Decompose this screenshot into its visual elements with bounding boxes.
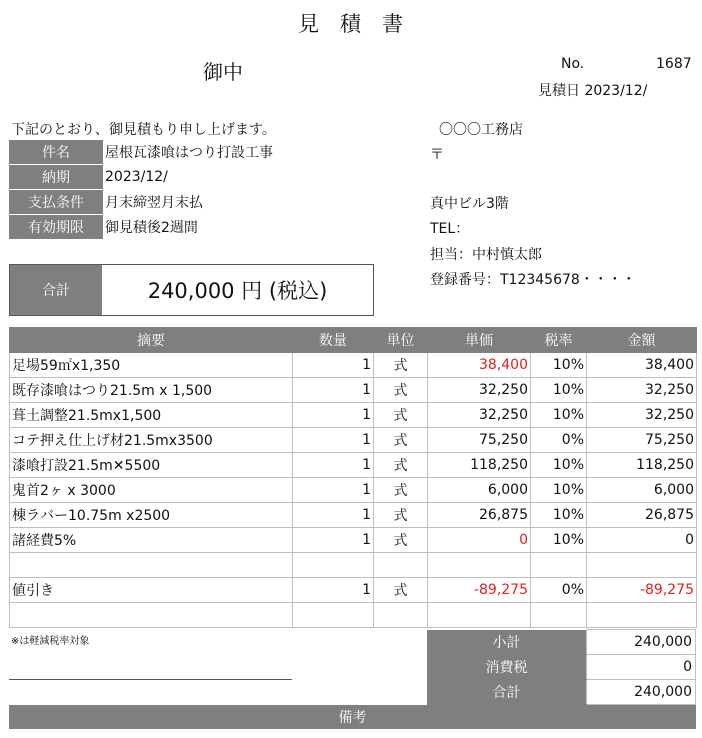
cell-amount: 32,250: [587, 378, 697, 403]
cell-amount: 6,000: [587, 478, 697, 503]
cell-tax-rate: [531, 553, 587, 578]
company-address: 真中ビル3階: [430, 196, 509, 212]
table-row: [10, 528, 697, 553]
cell-quantity: 1: [293, 378, 374, 403]
info-value: 御見積後2週間: [105, 220, 198, 236]
cell-quantity: [293, 603, 374, 628]
cell-quantity: 1: [293, 453, 374, 478]
cell-quantity: [293, 553, 374, 578]
signature-line: [9, 679, 292, 680]
cell-unit: 式: [374, 378, 428, 403]
doc-number-label: No.: [561, 56, 585, 72]
line-items-table: [9, 327, 697, 628]
cell-quantity: 1: [293, 428, 374, 453]
registration-number: 登録番号：T12345678・・・・: [430, 272, 636, 288]
info-row: [9, 190, 273, 215]
summary-row: [427, 655, 696, 680]
info-value: 月末締翌月末払: [105, 195, 203, 211]
table-row: [10, 553, 697, 578]
cell-tax-rate: 10%: [531, 353, 587, 378]
cell-tax-rate: 0%: [531, 428, 587, 453]
cell-unit: 式: [374, 428, 428, 453]
cell-unit: [374, 603, 428, 628]
cell-amount: [587, 553, 697, 578]
cell-unit-price: 118,250: [428, 453, 531, 478]
cell-unit: 式: [374, 353, 428, 378]
cell-tax-rate: 10%: [531, 403, 587, 428]
cell-unit-price: 32,250: [428, 378, 531, 403]
cell-amount: 38,400: [587, 353, 697, 378]
summary-label: 小計: [427, 630, 587, 655]
reduced-tax-note: ※は軽減税率対象: [11, 636, 90, 647]
column-header-tax-rate: 税率: [531, 328, 587, 353]
cell-unit-price: -89,275: [428, 578, 531, 603]
cell-amount: 75,250: [587, 428, 697, 453]
summary-value: 240,000: [587, 630, 696, 655]
cell-amount: 0: [587, 528, 697, 553]
total-label: 合計: [10, 265, 102, 315]
info-label: 納期: [9, 165, 103, 190]
column-header-quantity: 数量: [293, 328, 374, 353]
cell-quantity: 1: [293, 503, 374, 528]
info-row: [9, 215, 273, 240]
cell-description: 足場59㎡x1,350: [10, 353, 293, 378]
cell-unit-price: 38,400: [428, 353, 531, 378]
table-row: [10, 603, 697, 628]
cell-description: 既存漆喰はつり21.5m x 1,500: [10, 378, 293, 403]
cell-quantity: 1: [293, 403, 374, 428]
cell-unit: 式: [374, 403, 428, 428]
cell-unit-price: 32,250: [428, 403, 531, 428]
table-row: [10, 428, 697, 453]
document-title: [0, 8, 702, 38]
cell-unit: [374, 553, 428, 578]
summary-value: 240,000: [587, 680, 696, 705]
recipient: 御中: [203, 60, 243, 84]
cell-amount: 26,875: [587, 503, 697, 528]
table-row: [10, 453, 697, 478]
cell-tax-rate: 0%: [531, 578, 587, 603]
cell-tax-rate: 10%: [531, 503, 587, 528]
cell-unit: 式: [374, 578, 428, 603]
summary-label: 合計: [427, 680, 587, 705]
cell-amount: -89,275: [587, 578, 697, 603]
title-char: 積: [340, 12, 362, 36]
table-row: [10, 403, 697, 428]
company-name: 〇〇〇工務店: [439, 122, 523, 138]
cell-quantity: 1: [293, 528, 374, 553]
cell-tax-rate: 10%: [531, 453, 587, 478]
table-row: [10, 578, 697, 603]
table-row: [10, 503, 697, 528]
info-row: [9, 165, 273, 190]
cell-description: 漆喰打設21.5m✕5500: [10, 453, 293, 478]
cell-description: コテ押え仕上げ材21.5mx3500: [10, 428, 293, 453]
info-label: 有効期限: [9, 215, 103, 240]
cell-description: [10, 603, 293, 628]
cell-quantity: 1: [293, 478, 374, 503]
table-row: [10, 378, 697, 403]
info-table: [9, 140, 273, 240]
cell-unit-price: 6,000: [428, 478, 531, 503]
total-amount: 240,000 円 (税込): [147, 279, 328, 303]
cell-description: 葺土調整21.5mx1,500: [10, 403, 293, 428]
cell-unit-price: [428, 553, 531, 578]
cell-description: 棟ラバー10.75m x2500: [10, 503, 293, 528]
cell-unit: 式: [374, 503, 428, 528]
cell-description: 鬼首2ヶ x 3000: [10, 478, 293, 503]
cell-tax-rate: 10%: [531, 478, 587, 503]
cell-unit: 式: [374, 528, 428, 553]
doc-number: 1687: [656, 56, 692, 72]
total-box: [9, 264, 374, 316]
cell-description: 値引き: [10, 578, 293, 603]
summary-label: 消費税: [427, 655, 587, 680]
cell-amount: 32,250: [587, 403, 697, 428]
column-header-unit-price: 単価: [428, 328, 531, 353]
cell-unit-price: 75,250: [428, 428, 531, 453]
summary-table: [427, 629, 696, 705]
cell-amount: 118,250: [587, 453, 697, 478]
table-header-row: [10, 328, 697, 353]
summary-row: [427, 630, 696, 655]
info-value: 2023/12/: [105, 169, 168, 185]
table-row: [10, 353, 697, 378]
info-row: [9, 140, 273, 165]
title-char: 見: [298, 12, 320, 36]
contact-person: 担当：中村慎太郎: [430, 247, 542, 263]
cell-unit: 式: [374, 453, 428, 478]
column-header-description: 摘要: [10, 328, 293, 353]
cell-unit-price: 0: [428, 528, 531, 553]
cell-description: [10, 553, 293, 578]
remarks-header: 備考: [9, 705, 696, 729]
column-header-amount: 金額: [587, 328, 697, 353]
company-tel: TEL：: [430, 221, 470, 237]
postal-code: 〒: [430, 147, 444, 163]
intro-text: 下記のとおり、御見積もり申し上げます。: [11, 122, 276, 138]
cell-tax-rate: [531, 603, 587, 628]
info-label: 支払条件: [9, 190, 103, 215]
cell-unit: 式: [374, 478, 428, 503]
cell-description: 諸経費5%: [10, 528, 293, 553]
table-row: [10, 478, 697, 503]
cell-quantity: 1: [293, 353, 374, 378]
summary-value: 0: [587, 655, 696, 680]
cell-unit-price: [428, 603, 531, 628]
summary-row: [427, 680, 696, 705]
title-char: 書: [382, 12, 404, 36]
cell-quantity: 1: [293, 578, 374, 603]
info-label: 件名: [9, 140, 103, 165]
cell-amount: [587, 603, 697, 628]
column-header-unit: 単位: [374, 328, 428, 353]
cell-unit-price: 26,875: [428, 503, 531, 528]
estimate-date: 見積日 2023/12/: [538, 83, 648, 99]
cell-tax-rate: 10%: [531, 528, 587, 553]
info-value: 屋根瓦漆喰はつり打設工事: [105, 145, 273, 162]
cell-tax-rate: 10%: [531, 378, 587, 403]
